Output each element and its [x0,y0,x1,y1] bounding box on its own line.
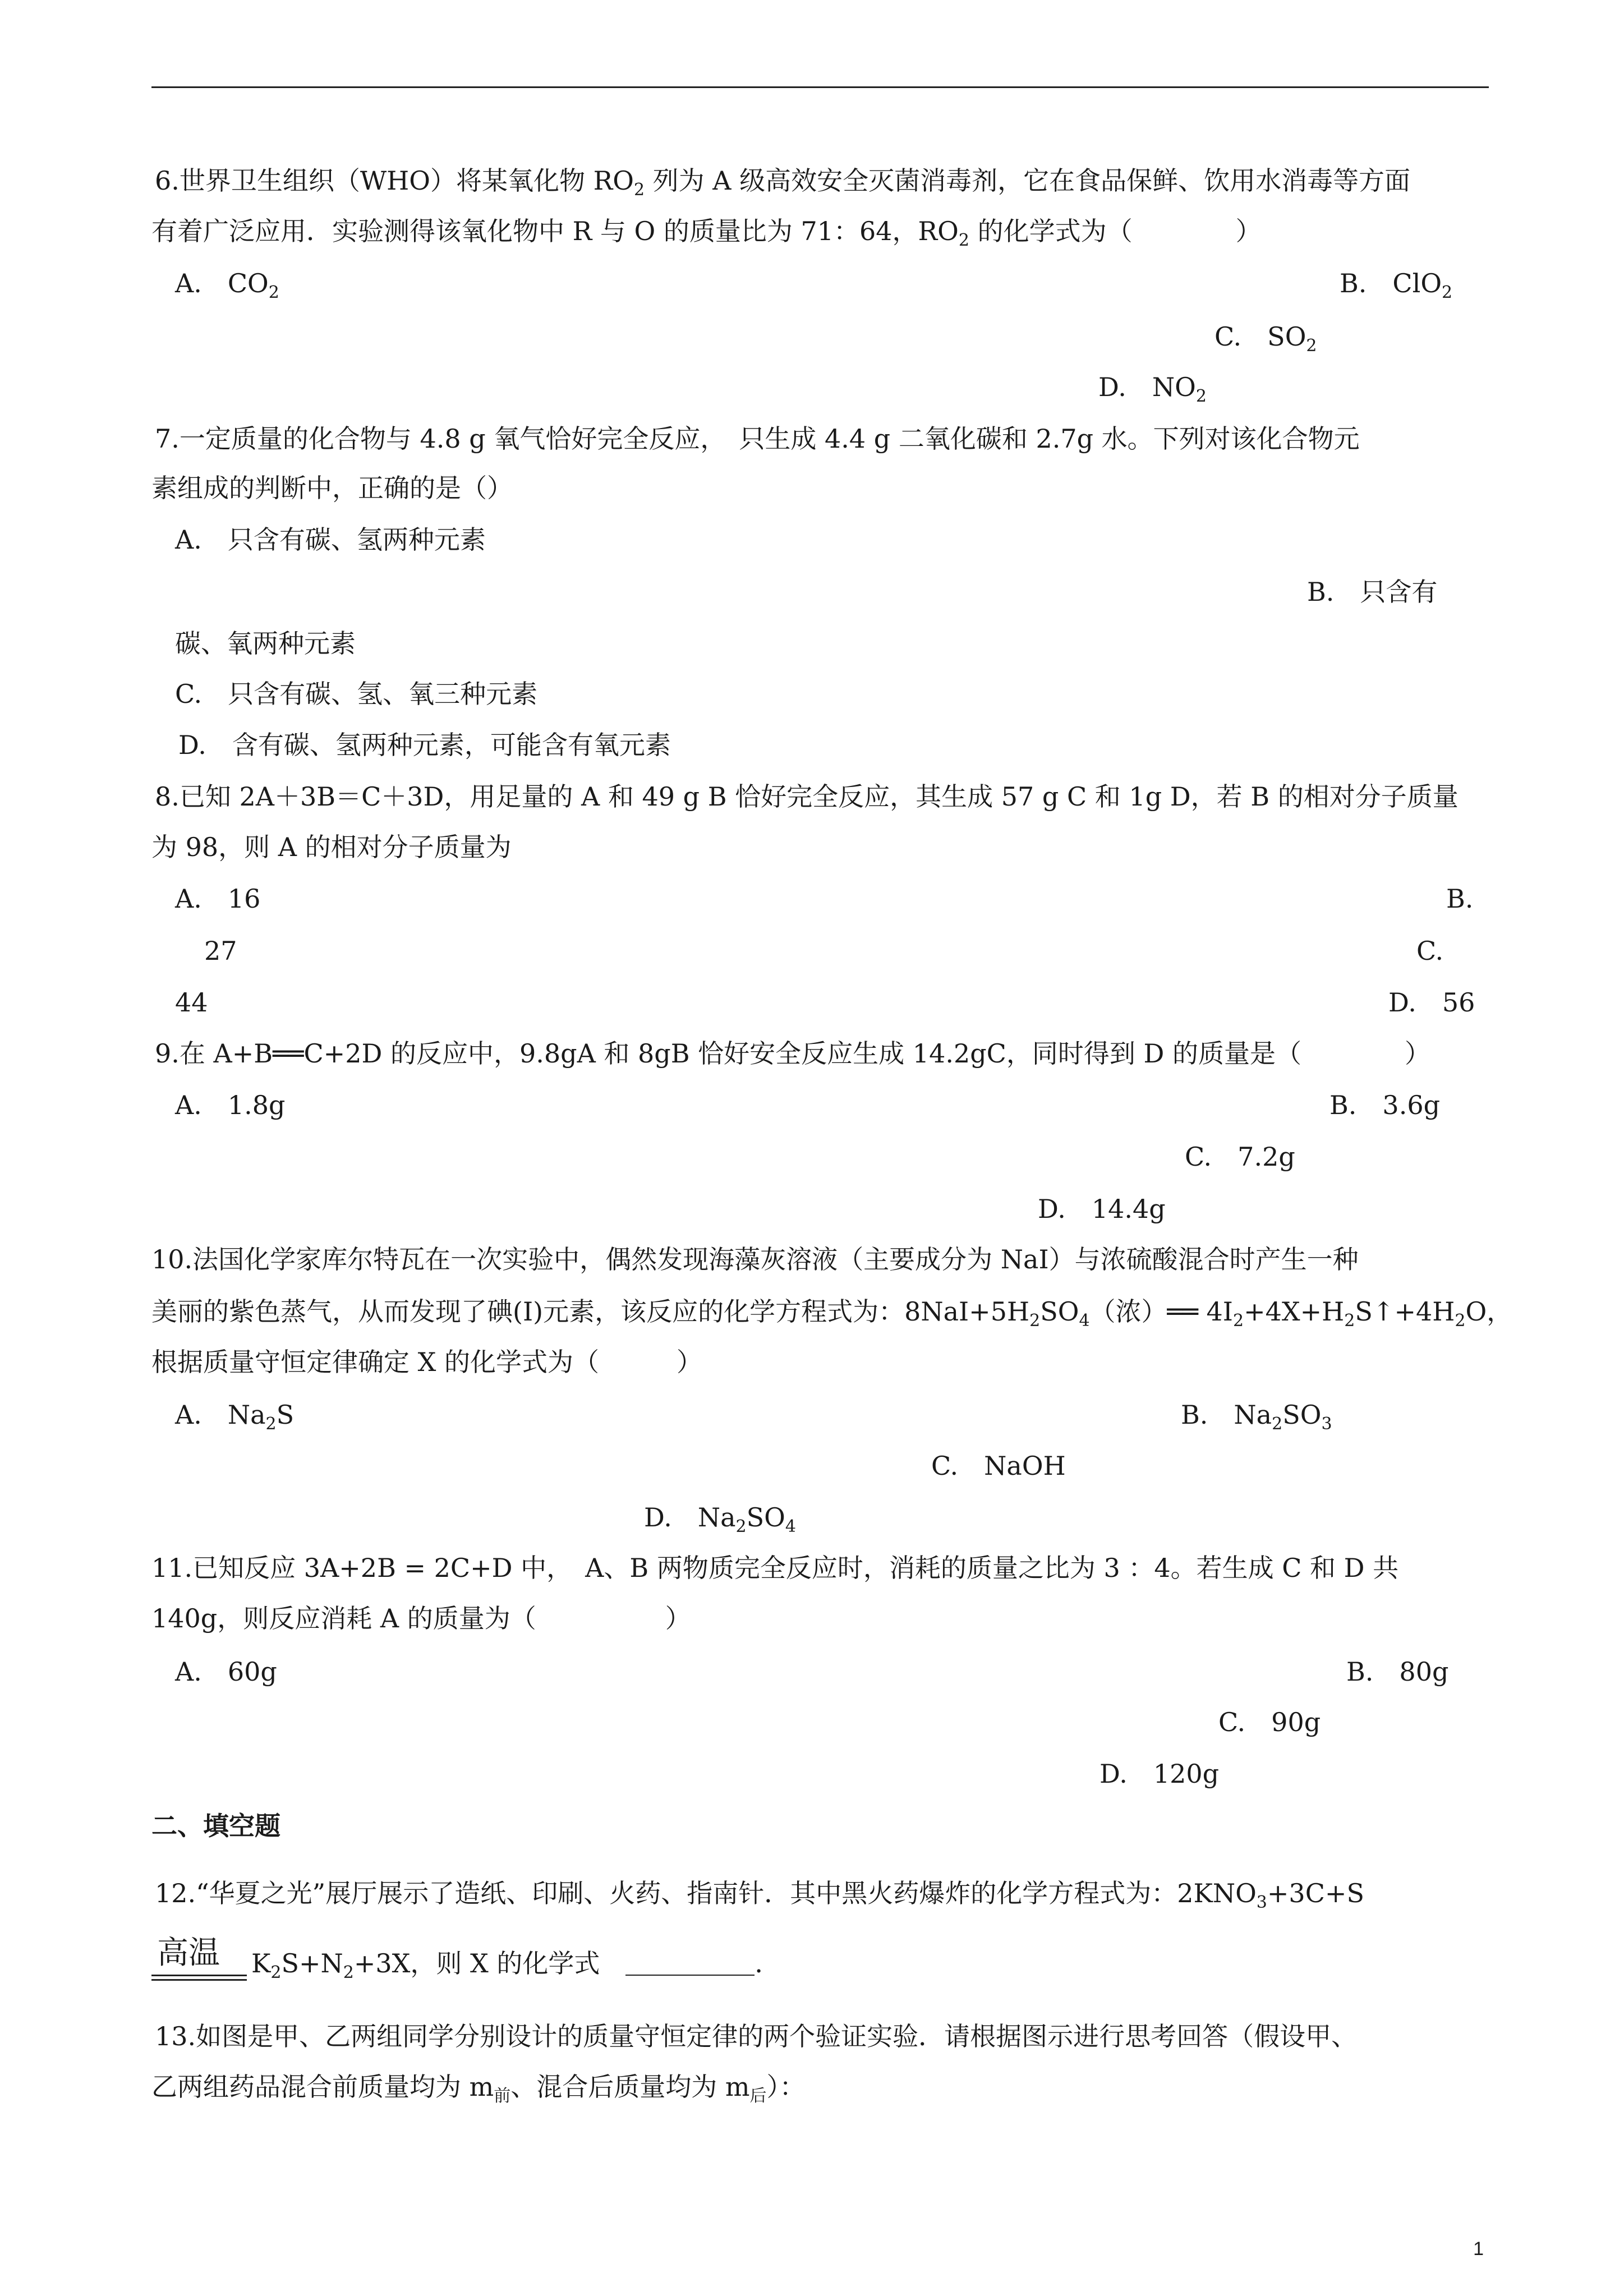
q7-option-b-continued: 碳、氧两种元素 [175,628,356,659]
q7-option-d: D. 含有碳、氢两种元素，可能含有氧元素 [178,730,671,760]
q11-option-d: D. 120g [1099,1759,1220,1789]
q12-stem-line2: $K_2S+N_2+3X$，则 X 的化学式 ． [251,1948,781,1982]
q7-option-b: B. 只含有 [1307,577,1438,607]
q10-stem-line1: 10.法国化学家库尔特瓦在一次实验中，偶然发现海藻灰溶液（主要成分为 NaI）与浓硫酸混合时产生一种 [151,1244,1359,1274]
q8-option-d: D. 56 [1388,987,1475,1018]
q10-stem-line2: 美丽的紫色蒸气，从而发现了碘(I)元素，该反应的化学方程式为：$8NaI+5H_2SO_4$（浓）══ $4I_2+4X+H_2S↑+4H_2O$， [151,1296,1513,1331]
q10-stem-line3: 根据质量守恒定律确定 X 的化学式为（ ） [151,1347,702,1377]
q9-option-d: D. 14.4g [1038,1194,1166,1224]
q6-option-b: B. ClO$_2$ [1340,268,1453,302]
q7-option-c: C. 只含有碳、氢、氧三种元素 [175,679,538,709]
answer-blank[interactable] [625,1952,755,1976]
q9-option-b: B. 3.6g [1329,1090,1441,1120]
q7-stem-line2: 素组成的判断中，正确的是（） [151,473,513,503]
q6-stem-line1: 6.世界卫生组织（WHO）将某氧化物 $RO_2$ 列为 A 级高效安全灭菌消毒剂，它在食品保鲜、饮用水消毒等方面 [155,165,1411,200]
q9-option-c: C. 7.2g [1185,1142,1295,1172]
q9-option-a: A. 1.8g [175,1090,286,1120]
q8-stem-line2: 为 98，则 A 的相对分子质量为 [151,832,512,862]
section-heading: 二、填空题 [151,1811,280,1841]
q9-stem: 9.在 A+B══C+2D 的反应中，9.8gA 和 8gB 恰好安全反应生成 14.2gC，同时得到 D 的质量是（ ） [155,1038,1430,1069]
q8-option-c-label: C. [1416,936,1444,966]
q8-option-a: A. 16 [175,884,261,914]
q11-stem-line1: 11.已知反应 3A+2B = 2C+D 中， A、B 两物质完全反应时，消耗的质量之比为 3 ：4。若生成 C 和 D 共 [151,1553,1399,1583]
q13-stem-line1: 13.如图是甲、乙两组同学分别设计的质量守恒定律的两个验证实验．请根据图示进行思考回答（假设甲、 [155,2021,1358,2051]
q7-stem-line1: 7.一定质量的化合物与 4.8 g 氧气恰好完全反应， 只生成 4.4 g 二氧化碳和 2.7g 水。下列对该化合物元 [155,424,1360,454]
q10-option-a: A. $Na_2S$ [175,1400,295,1434]
q6-option-c: C. $SO_2$ [1214,321,1317,356]
q6-option-d: D. $NO_2$ [1098,372,1207,406]
q10-option-d: D. $Na_2SO_4$ [644,1502,796,1536]
q12-stem-line1: 12.“华夏之光”展厅展示了造纸、印刷、火药、指南针．其中黑火药爆炸的化学方程式为：$2KNO_3+3C+S$ [155,1878,1364,1912]
q6-stem-line2: 有着广泛应用．实验测得该氧化物中 R 与 O 的质量比为 71：64，$RO_2$ 的化学式为（ ） [151,216,1262,250]
reaction-arrow-line [151,1975,247,1976]
q11-option-b: B. 80g [1346,1657,1449,1687]
q8-option-c-value: 44 [175,987,208,1018]
q13-stem-line2: 乙两组药品混合前质量均为 $m_前$、混合后质量均为 $m_后$）： [151,2072,806,2106]
header-rule [151,86,1489,88]
reaction-arrow-line-2 [151,1979,247,1981]
q8-option-b-label: B. [1446,884,1474,914]
q10-option-b: B. $Na_2SO_3$ [1181,1400,1332,1434]
q8-stem-line1: 8.已知 2A＋3B＝C＋3D，用足量的 A 和 49 g B 恰好完全反应，其生成 57 g C 和 1g D，若 B 的相对分子质量 [155,781,1459,812]
q11-option-a: A. 60g [175,1657,277,1687]
q10-option-c: C. NaOH [931,1451,1066,1481]
page-number: 1 [1473,2238,1484,2260]
q11-option-c: C. 90g [1218,1707,1321,1737]
q6-option-a: A. $CO_2$ [175,268,279,302]
q8-option-b-value: 27 [204,936,237,966]
reaction-condition-label: 高温 [157,1935,220,1971]
q7-option-a: A. 只含有碳、氢两种元素 [175,524,486,555]
q11-stem-line2: 140g，则反应消耗 A 的质量为（ ） [151,1603,691,1634]
